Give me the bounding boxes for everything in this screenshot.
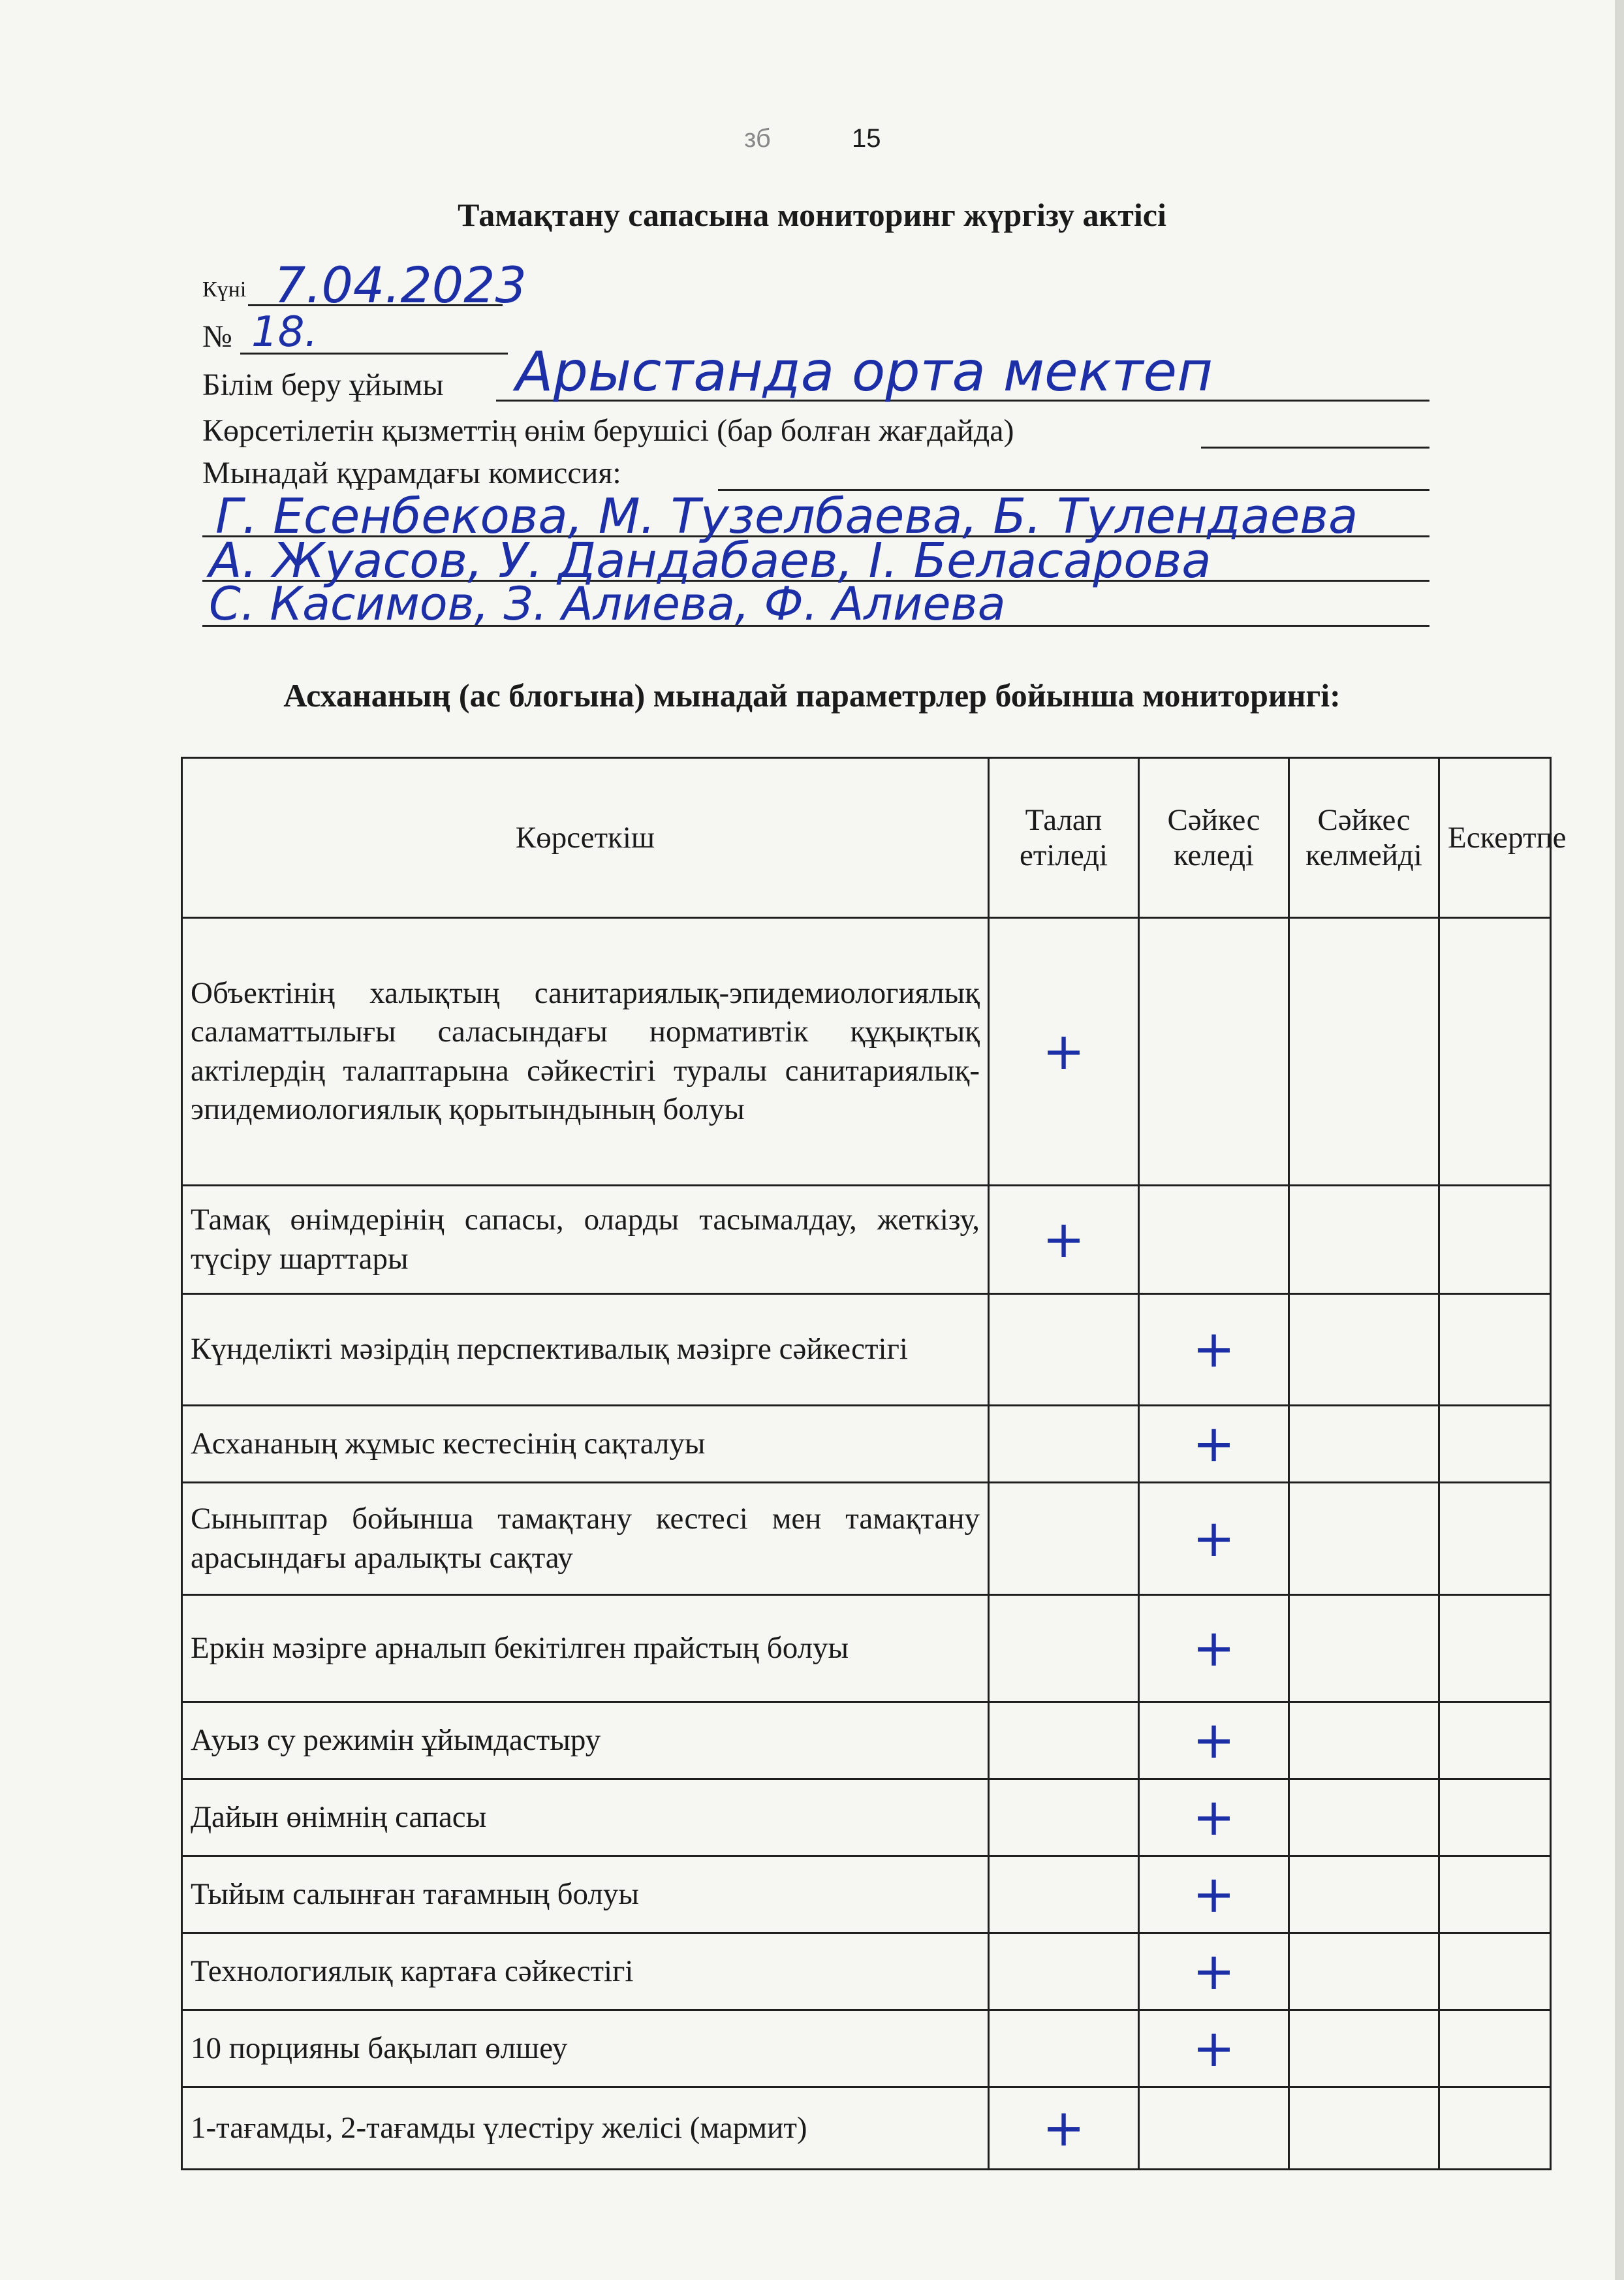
row-indicator: Еркін мәзірге арналып бекітілген прайстың болуы: [182, 1595, 989, 1702]
note-cell: [1439, 1595, 1551, 1702]
table-header-row: [182, 758, 1551, 918]
commission-member-line-2: А. Жуасов, У. Дандабаев, І. Беласарова: [209, 533, 1211, 589]
non-compliant-cell: [1289, 1933, 1439, 2010]
compliant-cell: [1139, 1779, 1289, 1856]
row-indicator: Тыйым салынған тағамның болуы: [182, 1856, 989, 1933]
row-indicator: Күнделікті мәзірдің перспективалық мәзірге сәйкестігі: [182, 1294, 989, 1406]
compliant-cell: [1139, 1186, 1289, 1294]
row-indicator: Сыныптар бойынша тамақтану кестесі мен тамақтану арасындағы аралықты сақтау: [182, 1483, 989, 1595]
non-compliant-cell: [1289, 918, 1439, 1186]
date-value: 7.04.2023: [274, 256, 527, 314]
compliant-cell: [1139, 1406, 1289, 1483]
non-compliant-cell: [1289, 1702, 1439, 1779]
note-cell: [1439, 918, 1551, 1186]
required-cell: [989, 1294, 1139, 1406]
note-cell: [1439, 1933, 1551, 2010]
note-cell: [1439, 2087, 1551, 2170]
corner-mark: зб: [744, 124, 771, 153]
provider-label: Көрсетілетін қызметтің өнім берушісі (бар болған жағдайда): [202, 413, 1014, 448]
non-compliant-cell: [1289, 1406, 1439, 1483]
compliant-cell: [1139, 2087, 1289, 2170]
required-cell: [989, 1483, 1139, 1595]
required-mark: +: [1042, 2098, 1085, 2158]
compliant-cell: [1139, 1933, 1289, 2010]
header-indicator: Көрсеткіш: [182, 758, 989, 918]
page-edge: [1615, 0, 1624, 2280]
number-label: №: [202, 319, 232, 354]
commission-label: Мынадай құрамдағы комиссия:: [202, 456, 621, 490]
row-indicator: Объектінің халықтың санитариялық-эпидемиологиялық саламаттылығы саласындағы нормативтік құқықтық актілердің талаптарына сәйкестігі туралы санитариялық-эпидемиологиялық қорытындының болуы: [182, 918, 989, 1186]
note-cell: [1439, 1406, 1551, 1483]
table-row: [182, 1483, 1551, 1595]
row-indicator: 1-тағамды, 2-тағамды үлестіру желісі (мармит): [182, 2087, 989, 2170]
table-row: [182, 1406, 1551, 1483]
row-indicator: Тамақ өнімдерінің сапасы, оларды тасымалдау, жеткізу, түсіру шарттары: [182, 1186, 989, 1294]
note-cell: [1439, 2010, 1551, 2087]
page-number: 15: [852, 124, 881, 153]
header-compliant: Сәйкес келеді: [1139, 758, 1289, 918]
table-row: [182, 2087, 1551, 2170]
compliant-cell: [1139, 1702, 1289, 1779]
compliant-mark: +: [1192, 1711, 1236, 1770]
compliant-cell: [1139, 1294, 1289, 1406]
header-required: Талап етіледі: [989, 758, 1139, 918]
compliant-cell: [1139, 1483, 1289, 1595]
table-row: [182, 1702, 1551, 1779]
required-cell: [989, 1702, 1139, 1779]
table-row: [182, 1856, 1551, 1933]
required-cell: [989, 918, 1139, 1186]
commission-member-line-3: С. Касимов, З. Алиева, Ф. Алиева: [209, 577, 1006, 631]
compliant-mark: +: [1192, 1942, 1236, 2001]
compliant-mark: +: [1192, 1865, 1236, 1924]
row-indicator: Ауыз су режимін ұйымдастыру: [182, 1702, 989, 1779]
compliant-mark: +: [1192, 1788, 1236, 1847]
table-row: [182, 1595, 1551, 1702]
note-cell: [1439, 1856, 1551, 1933]
table-row: [182, 918, 1551, 1186]
non-compliant-cell: [1289, 1483, 1439, 1595]
table-row: [182, 1779, 1551, 1856]
note-cell: [1439, 1779, 1551, 1856]
monitoring-table: [181, 757, 1567, 2170]
required-mark: +: [1042, 1022, 1085, 1081]
header-non-compliant: Сәйкес келмейді: [1289, 758, 1439, 918]
compliant-mark: +: [1192, 1320, 1236, 1379]
organization-label: Білім беру ұйымы: [202, 368, 444, 402]
compliant-mark: +: [1192, 2019, 1236, 2078]
table-row: [182, 1294, 1551, 1406]
compliant-cell: [1139, 2010, 1289, 2087]
required-cell: [989, 1933, 1139, 2010]
row-indicator: 10 порцияны бақылап өлшеу: [182, 2010, 989, 2087]
note-cell: [1439, 1702, 1551, 1779]
required-cell: [989, 2010, 1139, 2087]
required-cell: [989, 2087, 1139, 2170]
table-row: [182, 1186, 1551, 1294]
note-cell: [1439, 1186, 1551, 1294]
provider-underline: [1201, 447, 1429, 449]
row-indicator: Асхананың жұмыс кестесінің сақталуы: [182, 1406, 989, 1483]
non-compliant-cell: [1289, 1595, 1439, 1702]
table-row: [182, 1933, 1551, 2010]
non-compliant-cell: [1289, 1294, 1439, 1406]
row-indicator: Дайын өнімнің сапасы: [182, 1779, 989, 1856]
non-compliant-cell: [1289, 2087, 1439, 2170]
table-row: [182, 2010, 1551, 2087]
compliant-cell: [1139, 1856, 1289, 1933]
number-value: 18.: [251, 308, 318, 356]
non-compliant-cell: [1289, 1779, 1439, 1856]
compliant-mark: +: [1192, 1619, 1236, 1678]
required-cell: [989, 1406, 1139, 1483]
commission-member-line-1: Г. Есенбекова, М. Тузелбаева, Б. Тулендаева: [215, 488, 1358, 545]
date-label: Күні: [202, 277, 247, 302]
non-compliant-cell: [1289, 2010, 1439, 2087]
required-cell: [989, 1186, 1139, 1294]
required-cell: [989, 1779, 1139, 1856]
required-cell: [989, 1856, 1139, 1933]
required-mark: +: [1042, 1210, 1085, 1269]
note-cell: [1439, 1294, 1551, 1406]
document-title: Тамақтану сапасына мониторинг жүргізу актісі: [458, 197, 1166, 233]
header-note: Ескертпе: [1439, 758, 1551, 918]
row-indicator: Технологиялық картаға сәйкестігі: [182, 1933, 989, 2010]
compliant-cell: [1139, 1595, 1289, 1702]
compliant-mark: +: [1192, 1414, 1236, 1474]
compliant-cell: [1139, 918, 1289, 1186]
organization-value: Арыстанда орта мектеп: [516, 340, 1213, 404]
required-cell: [989, 1595, 1139, 1702]
non-compliant-cell: [1289, 1856, 1439, 1933]
note-cell: [1439, 1483, 1551, 1595]
non-compliant-cell: [1289, 1186, 1439, 1294]
section-title: Асхананың (ас блогына) мынадай параметрлер бойынша мониторингі:: [283, 677, 1341, 714]
compliant-mark: +: [1192, 1509, 1236, 1568]
